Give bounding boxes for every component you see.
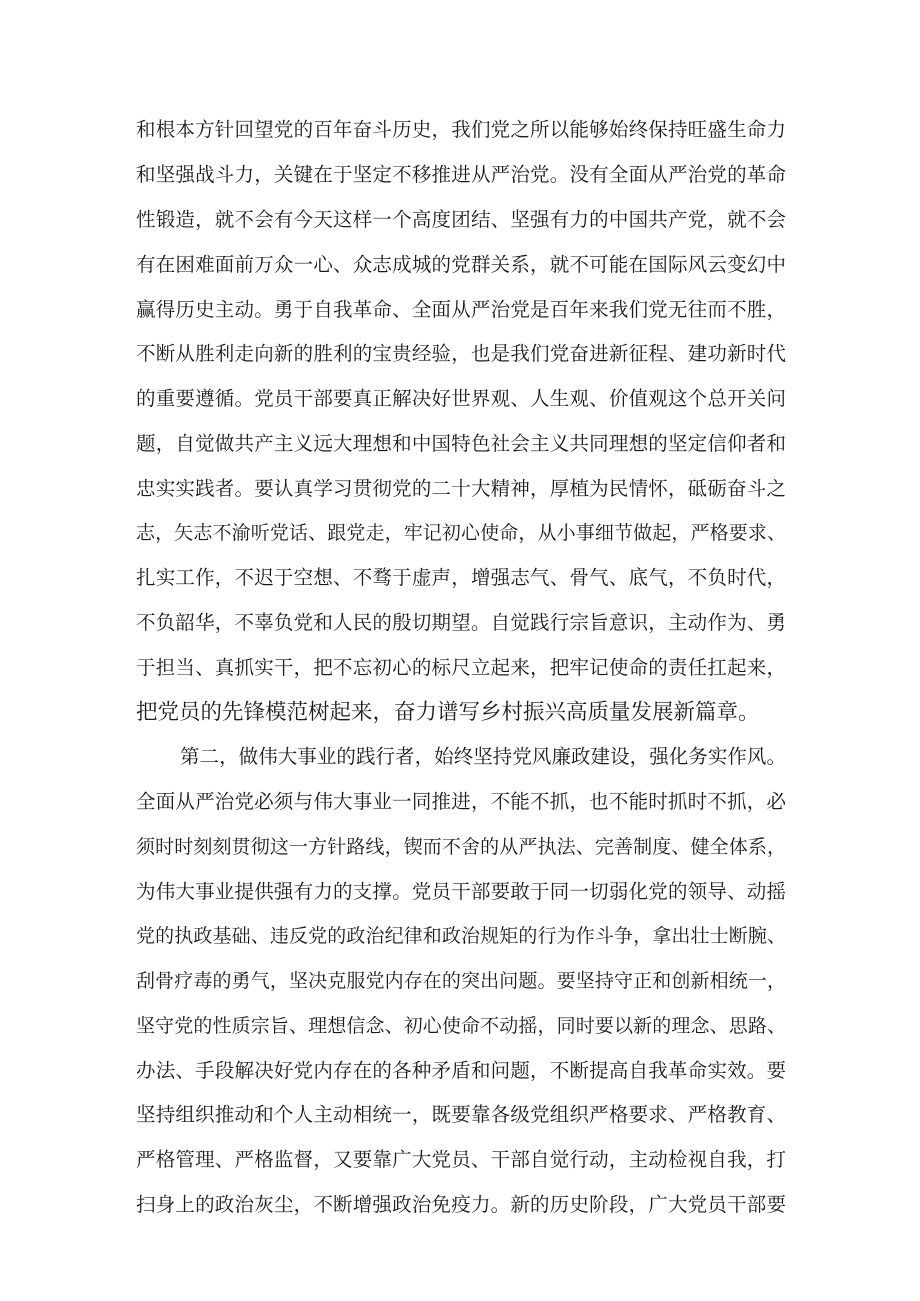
- paragraph-1-line-2: 和坚强战斗力，关键在于坚定不移推进从严治党。没有全面从严治党的革命: [136, 163, 786, 186]
- paragraph-1-line-13: 于担当、真抓实干，把不忘初心的标尺立起来，把牢记使命的责任扛起来，: [136, 656, 786, 679]
- paragraph-2-line-1: 第二，做伟大事业的践行者，始终坚持党风廉政建设，强化务实作风。: [180, 745, 786, 768]
- paragraph-1-line-8: 题，自觉做共产主义远大理想和中国特色社会主义共同理想的坚定信仰者和: [136, 432, 786, 455]
- paragraph-1-line-11: 扎实工作，不迟于空想、不骛于虚声，增强志气、骨气、底气，不负时代，: [136, 566, 786, 589]
- paragraph-1-line-4: 有在困难面前万众一心、众志成城的党群关系，就不可能在国际风云变幻中: [136, 253, 786, 276]
- paragraph-1-line-6: 不断从胜利走向新的胜利的宝贵经验，也是我们党奋进新征程、建功新时代: [136, 342, 786, 365]
- paragraph-1-line-1: 和根本方针回望党的百年奋斗历史，我们党之所以能够始终保持旺盛生命力: [136, 118, 786, 141]
- paragraph-1-line-5: 赢得历史主动。勇于自我革命、全面从严治党是百年来我们党无往而不胜，: [136, 298, 786, 321]
- paragraph-2-line-7: 坚守党的性质宗旨、理想信念、初心使命不动摇，同时要以新的理念、思路、: [136, 1015, 786, 1037]
- paragraph-2-line-9: 坚持组织推动和个人主动相统一，既要靠各级党组织严格要求、严格教育、: [136, 1103, 786, 1126]
- paragraph-2-line-11: 扫身上的政治灰尘，不断增强政治免疫力。新的历史阶段，广大党员干部要: [136, 1193, 786, 1216]
- paragraph-1-line-3: 性锻造，就不会有今天这样一个高度团结、坚强有力的中国共产党，就不会: [136, 208, 786, 231]
- paragraph-1-line-10: 志，矢志不渝听党话、跟党走，牢记初心使命，从小事细节做起，严格要求、: [136, 522, 786, 544]
- paragraph-1-line-7: 的重要遵循。党员干部要真正解决好世界观、人生观、价值观这个总开关问: [136, 387, 786, 410]
- paragraph-2-line-5: 党的执政基础、违反党的政治纪律和政治规矩的行为作斗争，拿出壮士断腕、: [136, 925, 786, 947]
- paragraph-2-line-8: 办法、手段解决好党内存在的各种矛盾和问题，不断提高自我革命实效。要: [136, 1059, 786, 1082]
- paragraph-2-line-4: 为伟大事业提供强有力的支撑。党员干部要敢于同一切弱化党的领导、动摇: [136, 880, 786, 903]
- paragraph-2-line-10: 严格管理、严格监督，又要靠广大党员、干部自觉行动，主动检视自我，打: [136, 1148, 786, 1171]
- paragraph-2-line-2: 全面从严治党必须与伟大事业一同推进，不能不抓，也不能时抓时不抓，必: [136, 790, 786, 813]
- paragraph-2-line-6: 刮骨疗毒的勇气，坚决克服党内存在的突出问题。要坚持守正和创新相统一，: [136, 970, 786, 992]
- paragraph-1-line-9: 忠实实践者。要认真学习贯彻党的二十大精神，厚植为民情怀，砥砺奋斗之: [136, 477, 786, 500]
- paragraph-1-line-12: 不负韶华，不辜负党和人民的殷切期望。自觉践行宗旨意识，主动作为、勇: [136, 611, 786, 634]
- paragraph-1-line-14: 把党员的先锋模范树起来，奋力谱写乡村振兴高质量发展新篇章。: [136, 700, 760, 725]
- paragraph-2-line-3: 须时时刻刻贯彻这一方针路线，锲而不舍的从严执法、完善制度、健全体系，: [136, 836, 786, 858]
